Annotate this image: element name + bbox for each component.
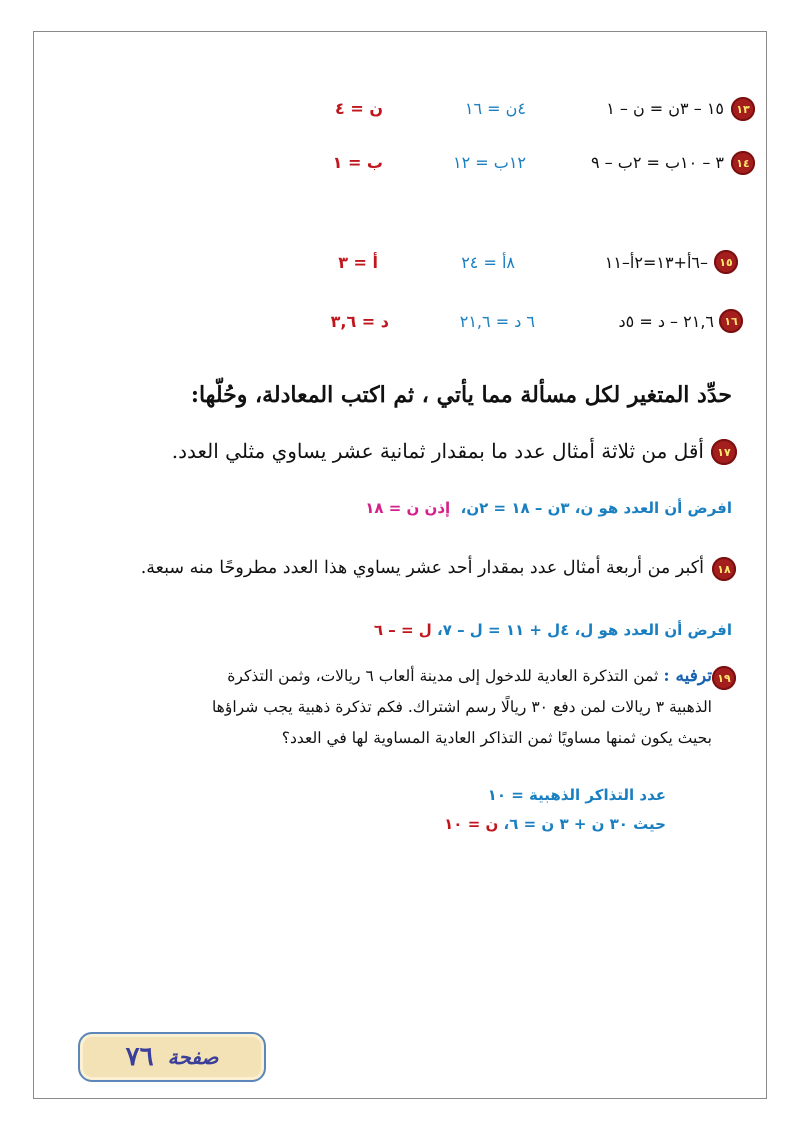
problem-18-text: أكبر من أربعة أمثال عدد بمقدار أحد عشر يساوي هذا العدد مطروحًا منه سبعة. — [140, 558, 704, 578]
exercise-16-equation: ٢١,٦ – د = ٥د — [618, 312, 714, 331]
problem-19-badge: ١٩ — [712, 666, 736, 690]
page-label: صفحة — [167, 1045, 219, 1069]
exercise-15-badge: ١٥ — [714, 250, 738, 274]
page-number: ٧٦ — [125, 1042, 154, 1072]
exercise-13-step: ٤ن = ١٦ — [464, 99, 526, 118]
exercise-16-badge: ١٦ — [719, 309, 743, 333]
exercise-13-answer: ن = ٤ — [335, 99, 383, 118]
exercise-14-step: ١٢ب = ١٢ — [452, 153, 526, 172]
exercise-16-answer: د = ٣,٦ — [330, 312, 389, 331]
problem-18-badge: ١٨ — [712, 557, 736, 581]
exercise-15-step: ٨أ = ٢٤ — [461, 253, 515, 272]
exercise-14-equation: ٣ – ١٠ب = ٢ب – ٩ — [590, 153, 724, 172]
problem-19-lead: ترفيه : — [663, 666, 712, 686]
exercise-13-badge: ١٣ — [731, 97, 755, 121]
exercise-14-answer: ب = ١ — [332, 153, 383, 172]
problem-18-answer: افرض أن العدد هو ل، ٤ل + ١١ = ل – ٧، ل = – ٦ — [373, 621, 732, 639]
problem-17-answer: افرض أن العدد هو ن، ٣ن – ١٨ = ٢ن، إذن ن = ١٨ — [365, 499, 732, 517]
problem-17-result: إذن ن = ١٨ — [365, 499, 451, 517]
problem-19-result: ن = ١٠ — [444, 815, 499, 833]
exercise-15-equation: –٦أ+١٣=٢أ–١١ — [604, 253, 708, 272]
exercise-13-equation: ١٥ – ٣ن = ن – ١ — [606, 99, 724, 118]
problem-19-answer-2: حيث ٣٠ ن + ٣ ن = ٦، ن = ١٠ — [444, 815, 666, 833]
exercise-14-badge: ١٤ — [731, 151, 755, 175]
problem-18-result: ل = – ٦ — [373, 621, 432, 639]
problem-19-text: ترفيه : ثمن التذكرة العادية للدخول إلى مدينة ألعاب ٦ ريالات، وثمن التذكرة الذهبية ٣ ريالات لمن دفع ٣٠ ريالًا رسم اشتراك. فكم تذكرة ذهبية يجب شراؤها بحيث يكون ثمنها مساويًا ثمن التذاكر العادية المساوية لها في العدد؟ — [211, 666, 712, 747]
problem-17-badge: ١٧ — [711, 439, 737, 465]
section-heading: حدِّد المتغير لكل مسألة مما يأتي ، ثم اكتب المعادلة، وحُلّها: — [190, 382, 732, 408]
problem-17-text: أقل من ثلاثة أمثال عدد ما بمقدار ثمانية عشر يساوي مثلي العدد. — [171, 439, 704, 463]
exercise-15-answer: أ = ٣ — [338, 253, 378, 272]
exercise-16-step: ٦ د = ٢١,٦ — [459, 312, 535, 331]
problem-19-answer-1: عدد التذاكر الذهبية = ١٠ — [487, 786, 666, 804]
page-number-box — [78, 1032, 266, 1082]
